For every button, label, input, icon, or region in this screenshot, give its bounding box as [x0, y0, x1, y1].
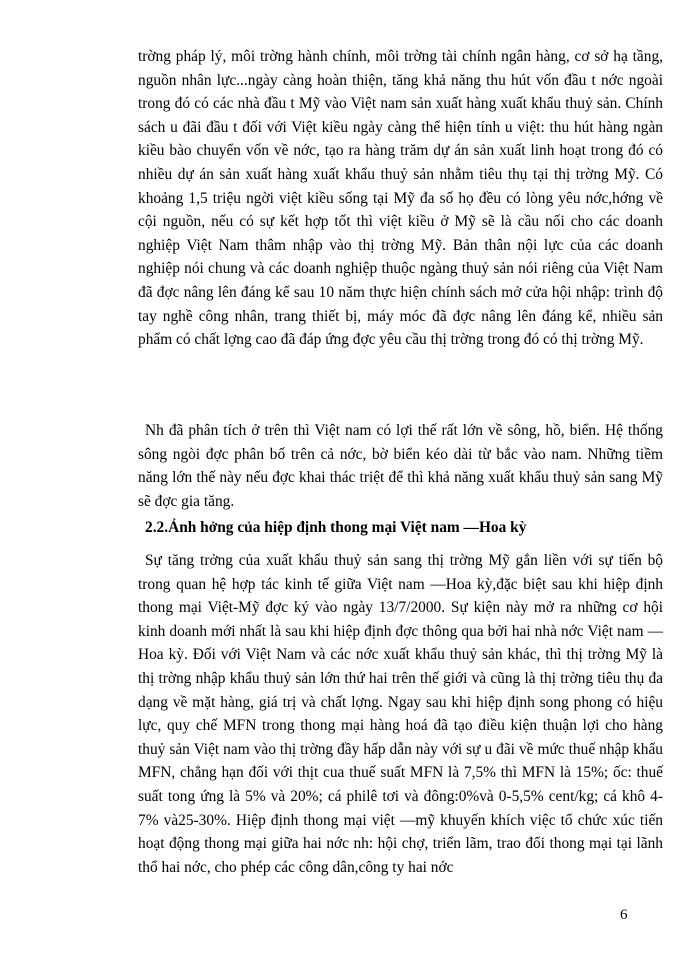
section-heading: 2.2.Ảnh hởng của hiệp định thong mại Việt nam —Hoa kỳ [145, 519, 527, 536]
page-number: 6 [620, 907, 628, 923]
paragraph-trade-agreement: Sự tăng trởng của xuất khẩu thuỷ sản sang thị trờng Mỹ gắn liền với sự tiến bộ trong quan hệ hợp tác kinh tế giữa Việt nam —Hoa kỳ,đặc biệt sau khi hiệp định thong mại Việt-Mỹ đợc ký vào ngày 13/7/2000. Sự kiện này mở ra những cơ hội kinh doanh mới nhất là sau khi hiệp định đợc thông qua bởi hai nhà nớc Việt nam —Hoa kỳ. Đối với Việt Nam và các nớc xuất khẩu thuỷ sản khác, thì thị trờng Mỹ là thị trờng nhập khẩu thuỷ sản lớn thứ hai trên thế giới và cũng là thị trờng tiêu thụ đa dạng về mặt hàng, giá trị và chất lợng. Ngay sau khi hiệp định song phong có hiệu lực, quy chế MFN trong thong mại hàng hoá đã tạo điều kiện thuận lợi cho hàng thuỷ sản Việt nam vào thị trờng đầy hấp dẫn này với sự u đãi về mức thuế nhập khẩu MFN, chẳng hạn đối với thịt cua thuế suất MFN là 7,5% thì MFN là 15%; ốc: thuế suất tong ứng là 5% và 20%; cá philê tơi và đông:0%và 0-5,5% cent/kg; cá khô 4-7% và25-30%. Hiệp định thong mại việt —mỹ khuyến khích việc tổ chức xúc tiến hoạt động thong mại giữa hai nớc nh: hội chợ, triển lãm, trao đổi thong mại tại lãnh thổ hai nớc, cho phép các công dân,công ty hai nớc [138, 552, 663, 876]
paragraph-natural-advantages: Nh đã phân tích ở trên thì Việt nam có lợi thế rất lớn về sông, hồ, biển. Hệ thống sông ngòi đợc phân bố trên cả nớc, bờ biển kéo dài từ bắc vào nam. Những tiềm năng lớn thế này nếu đợc khai thác triệt để thì khả năng xuất khẩu thuỷ sản sang Mỹ sẽ đợc gia tăng. [138, 422, 663, 510]
paragraph-legal-environment: trờng pháp lý, môi trờng hành chính, môi trờng tài chính ngân hàng, cơ sở hạ tầng, nguồn nhân lực...ngày càng hoàn thiện, tăng khả năng thu hút vốn đầu t nớc ngoài trong đó có các nhà đầu t Mỹ vào Việt nam sản xuất hàng xuất khẩu thuỷ sản. Chính sách u đãi đầu t đối với Việt kiều ngày càng thể hiện tính u việt: thu hút hàng ngàn kiều bào chuyển vốn về nớc, tạo ra hàng trăm dự án sản xuất linh hoạt trong đó có nhiều dự án sản xuất hàng xuất khẩu thuỷ sản nhằm tiêu thụ tại thị trờng Mỹ. Có khoảng 1,5 triệu ngời việt kiều sống tại Mỹ đa số họ đều có lòng yêu nớc,hớng về cội nguồn, nếu có sự kết hợp tốt thì việt kiều ở Mỹ sẽ là cầu nối cho các doanh nghiệp Việt Nam thâm nhập vào thị trờng Mỹ. Bản thân nội lực của các doanh nghiệp nói chung và các doanh nghiệp thuộc ngàng thuỷ sản nói riêng của Việt Nam đã đợc nâng lên đáng kể sau 10 năm thực hiện chính sách mở cửa hội nhập: trình độ tay nghề công nhân, trang thiết bị, máy móc đã đợc nâng lên đáng kể, nhiều sản phẩm có chất lợng cao đã đáp ứng đợc yêu cầu thị trờng trong đó có thị trờng Mỹ. [138, 48, 663, 349]
